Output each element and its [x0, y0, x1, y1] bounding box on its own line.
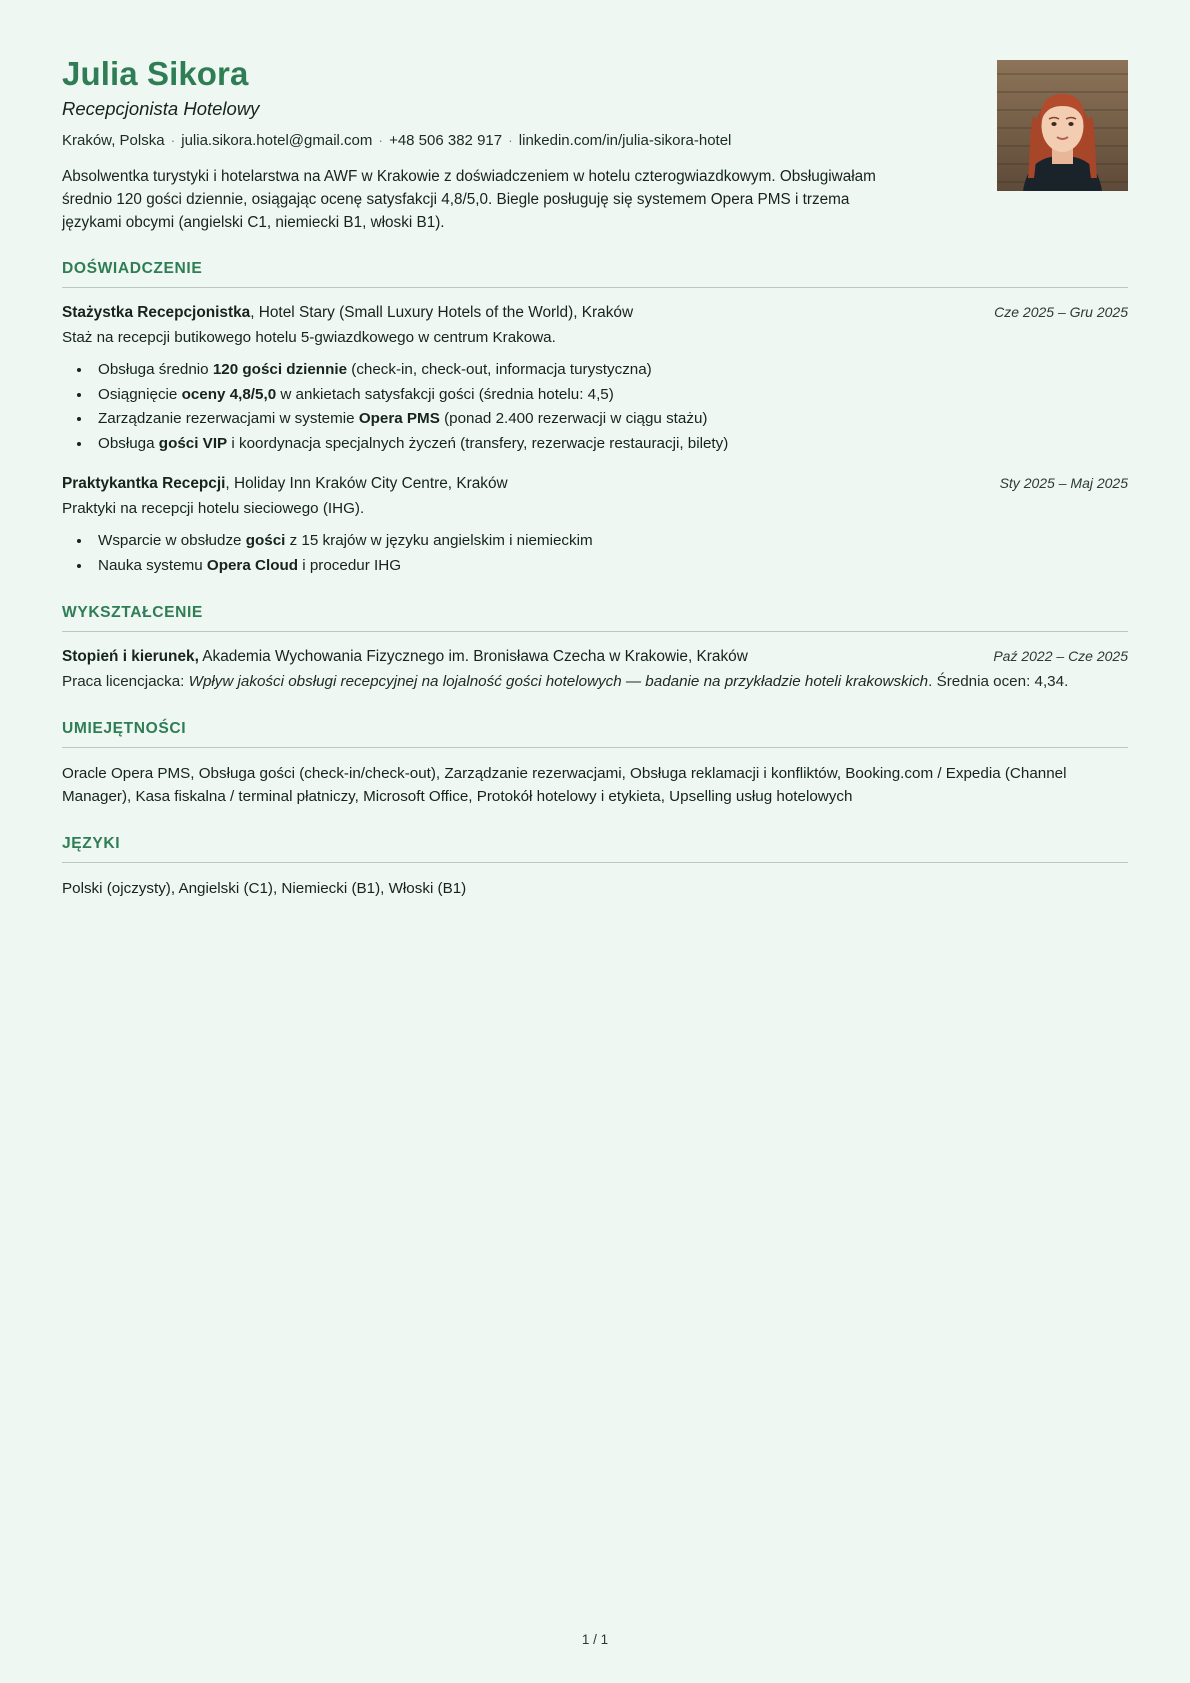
- section-skills: [62, 720, 1128, 809]
- contact-separator-2: ·: [378, 133, 383, 149]
- experience-role: Stażystka Recepcjonistka: [62, 304, 251, 322]
- portrait-photo-icon: [997, 60, 1128, 191]
- thesis-label: Praca licencjacka:: [62, 672, 189, 690]
- resume-header: [62, 56, 1128, 234]
- list-item: • Obsługa średnio 120 gości dziennie (check-in, check-out, informacja turystyczna): [92, 358, 1128, 383]
- education-thesis: [62, 671, 1128, 694]
- entry-head: [62, 302, 1128, 324]
- experience-subtitle: Praktyki na recepcji hotelu sieciowego (IHG).: [62, 499, 365, 517]
- entry-head: [62, 473, 1128, 495]
- experience-subtitle: Staż na recepcji butikowego hotelu 5-gwiazdkowego w centrum Krakowa.: [62, 328, 556, 346]
- avatar: [997, 60, 1128, 191]
- experience-bullets: [62, 358, 1128, 457]
- entry-head: [62, 646, 1128, 668]
- education-date: Paź 2022 – Cze 2025: [993, 648, 1128, 665]
- divider: [62, 287, 1128, 288]
- experience-date: Sty 2025 – Maj 2025: [999, 475, 1128, 492]
- skills-list: Oracle Opera PMS, Obsługa gości (check-in/check-out), Zarządzanie rezerwacjami, Obsługa reklamacji i konfliktów, Booking.com / Expedia (Channel Manager), Kasa fiskalna / terminal płatniczy, Microsoft Office, Protokół hotelowy i etykieta, Upselling usług hotelowych: [62, 764, 1067, 806]
- entry-heading: [62, 646, 748, 668]
- contact-separator-3: ·: [508, 133, 513, 149]
- section-title-experience: DOŚWIADCZENIE: [62, 260, 203, 278]
- experience-entry: [62, 302, 1128, 456]
- entry-heading: [62, 473, 508, 495]
- list-item: • Osiągnięcie oceny 4,8/5,0 w ankietach satysfakcji gości (średnia hotelu: 4,5): [92, 383, 1128, 408]
- experience-entry: [62, 473, 1128, 578]
- section-title-education: WYKSZTAŁCENIE: [62, 604, 203, 622]
- contact-linkedin[interactable]: linkedin.com/in/julia-sikora-hotel: [518, 132, 732, 150]
- section-languages: [62, 835, 1128, 901]
- experience-company: , Holiday Inn Kraków City Centre, Kraków: [225, 475, 508, 493]
- section-experience: [62, 260, 1128, 578]
- list-item: • Wsparcie w obsłudze gości z 15 krajów w języku angielskim i niemieckim: [92, 529, 1128, 554]
- job-title: Recepcjonista Hotelowy: [62, 98, 260, 120]
- experience-bullets: [62, 529, 1128, 578]
- contact-email[interactable]: julia.sikora.hotel@gmail.com: [181, 132, 373, 150]
- section-title-skills: UMIEJĘTNOŚCI: [62, 719, 187, 737]
- list-item: • Obsługa gości VIP i koordynacja specjalnych życzeń (transfery, rezerwacje restauracji, bilety): [92, 432, 1128, 457]
- education-entry: [62, 646, 1128, 693]
- contact-line: [62, 131, 907, 151]
- list-item: • Zarządzanie rezerwacjami w systemie Opera PMS (ponad 2.400 rezerwacji w ciągu stażu): [92, 407, 1128, 432]
- education-school: Akademia Wychowania Fizycznego im. Bronisława Czecha w Krakowie, Kraków: [198, 648, 748, 666]
- header-text-block: [62, 56, 907, 234]
- divider: [62, 631, 1128, 632]
- list-item: • Nauka systemu Opera Cloud i procedur IHG: [92, 554, 1128, 579]
- divider: [62, 747, 1128, 748]
- languages-list: Polski (ojczysty), Angielski (C1), Niemiecki (B1), Włoski (B1): [62, 880, 467, 897]
- entry-heading: [62, 302, 633, 324]
- section-title-languages: JĘZYKI: [62, 835, 121, 852]
- profile-summary: Absolwentka turystyki i hotelarstwa na AWF w Krakowie z doświadczeniem w hotelu czterogwiazdkowym. Obsługiwałam średnio 120 gości dziennie, osiągając ocenę satysfakcji 4,8/5,0. Biegle posługuję się systemem Opera PMS i trzema językami obcymi (angielski C1, niemiecki B1, włoski B1).: [62, 167, 876, 232]
- divider: [62, 862, 1128, 863]
- contact-separator-1: ·: [170, 133, 176, 149]
- page-title: Julia Sikora: [62, 55, 249, 92]
- page-indicator: 1 / 1: [581, 1632, 609, 1647]
- contact-location: Kraków, Polska: [62, 132, 165, 150]
- thesis-title: Wpływ jakości obsługi recepcyjnej na lojalność gości hotelowych — badanie na przykładzie hoteli krakowskich: [188, 672, 929, 690]
- experience-date: Cze 2025 – Gru 2025: [994, 304, 1128, 321]
- section-education: [62, 604, 1128, 693]
- education-degree: Stopień i kierunek,: [62, 648, 199, 666]
- experience-company: , Hotel Stary (Small Luxury Hotels of the World), Kraków: [250, 304, 634, 322]
- experience-role: Praktykantka Recepcji: [62, 475, 226, 493]
- contact-phone[interactable]: +48 506 382 917: [389, 132, 503, 150]
- thesis-grade: . Średnia ocen: 4,34.: [928, 672, 1069, 690]
